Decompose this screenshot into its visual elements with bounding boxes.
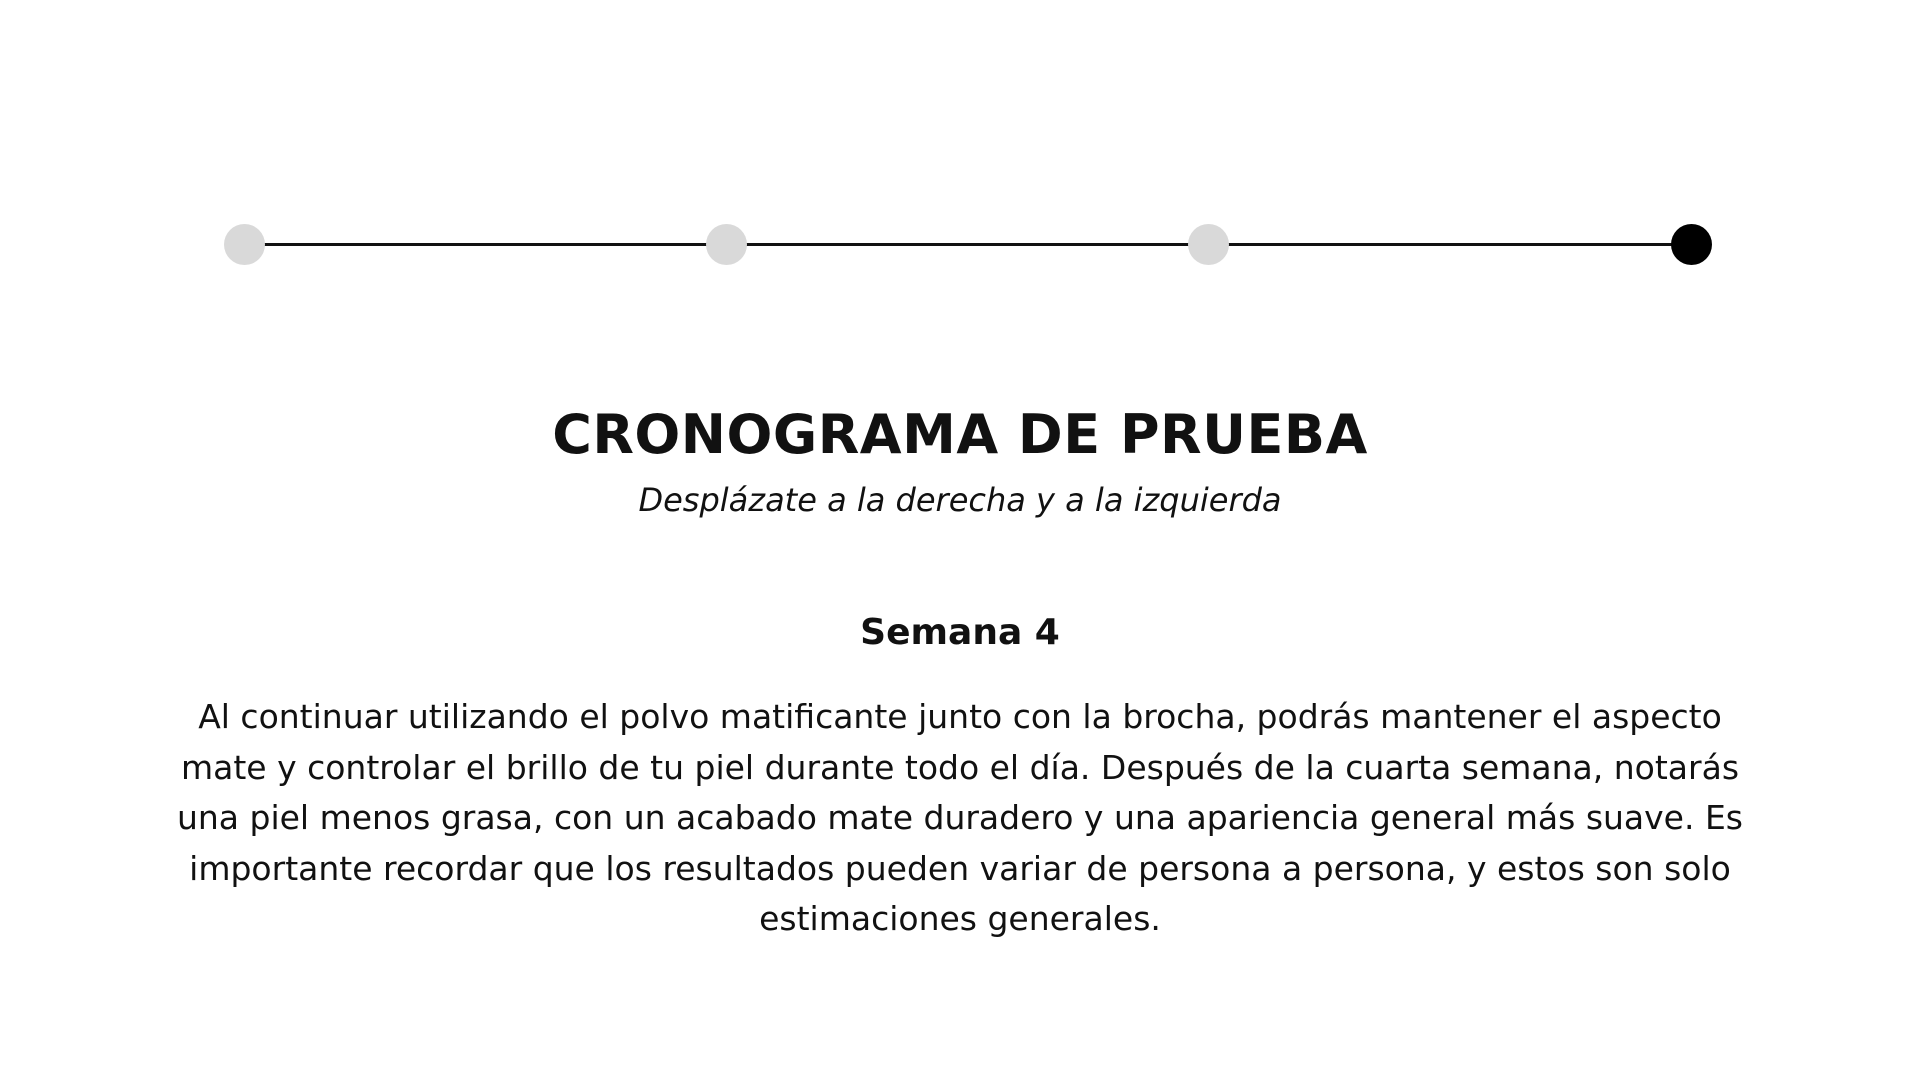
timeline-step-4[interactable] bbox=[1671, 224, 1712, 265]
page-title: CRONOGRAMA DE PRUEBA bbox=[552, 403, 1368, 466]
week-label: Semana 4 bbox=[860, 612, 1060, 653]
timeline-step-1[interactable] bbox=[224, 224, 265, 265]
week-description: Al continuar utilizando el polvo matificante junto con la brocha, podrás mantener el aspecto mate y controlar el brillo de tu piel durante todo el día. Después de la cuarta semana, notarás una piel menos grasa, con un acabado mate duradero y una apariencia general más suave. Es importante recordar que los resultados pueden variar de persona a persona, y estos son solo estimaciones generales. bbox=[176, 697, 1744, 938]
page-subtitle: Desplázate a la derecha y a la izquierda bbox=[638, 481, 1282, 519]
timeline-step-3[interactable] bbox=[1188, 224, 1229, 265]
timeline-line bbox=[244, 243, 1692, 246]
timeline bbox=[224, 224, 1712, 266]
timeline-step-2[interactable] bbox=[706, 224, 747, 265]
